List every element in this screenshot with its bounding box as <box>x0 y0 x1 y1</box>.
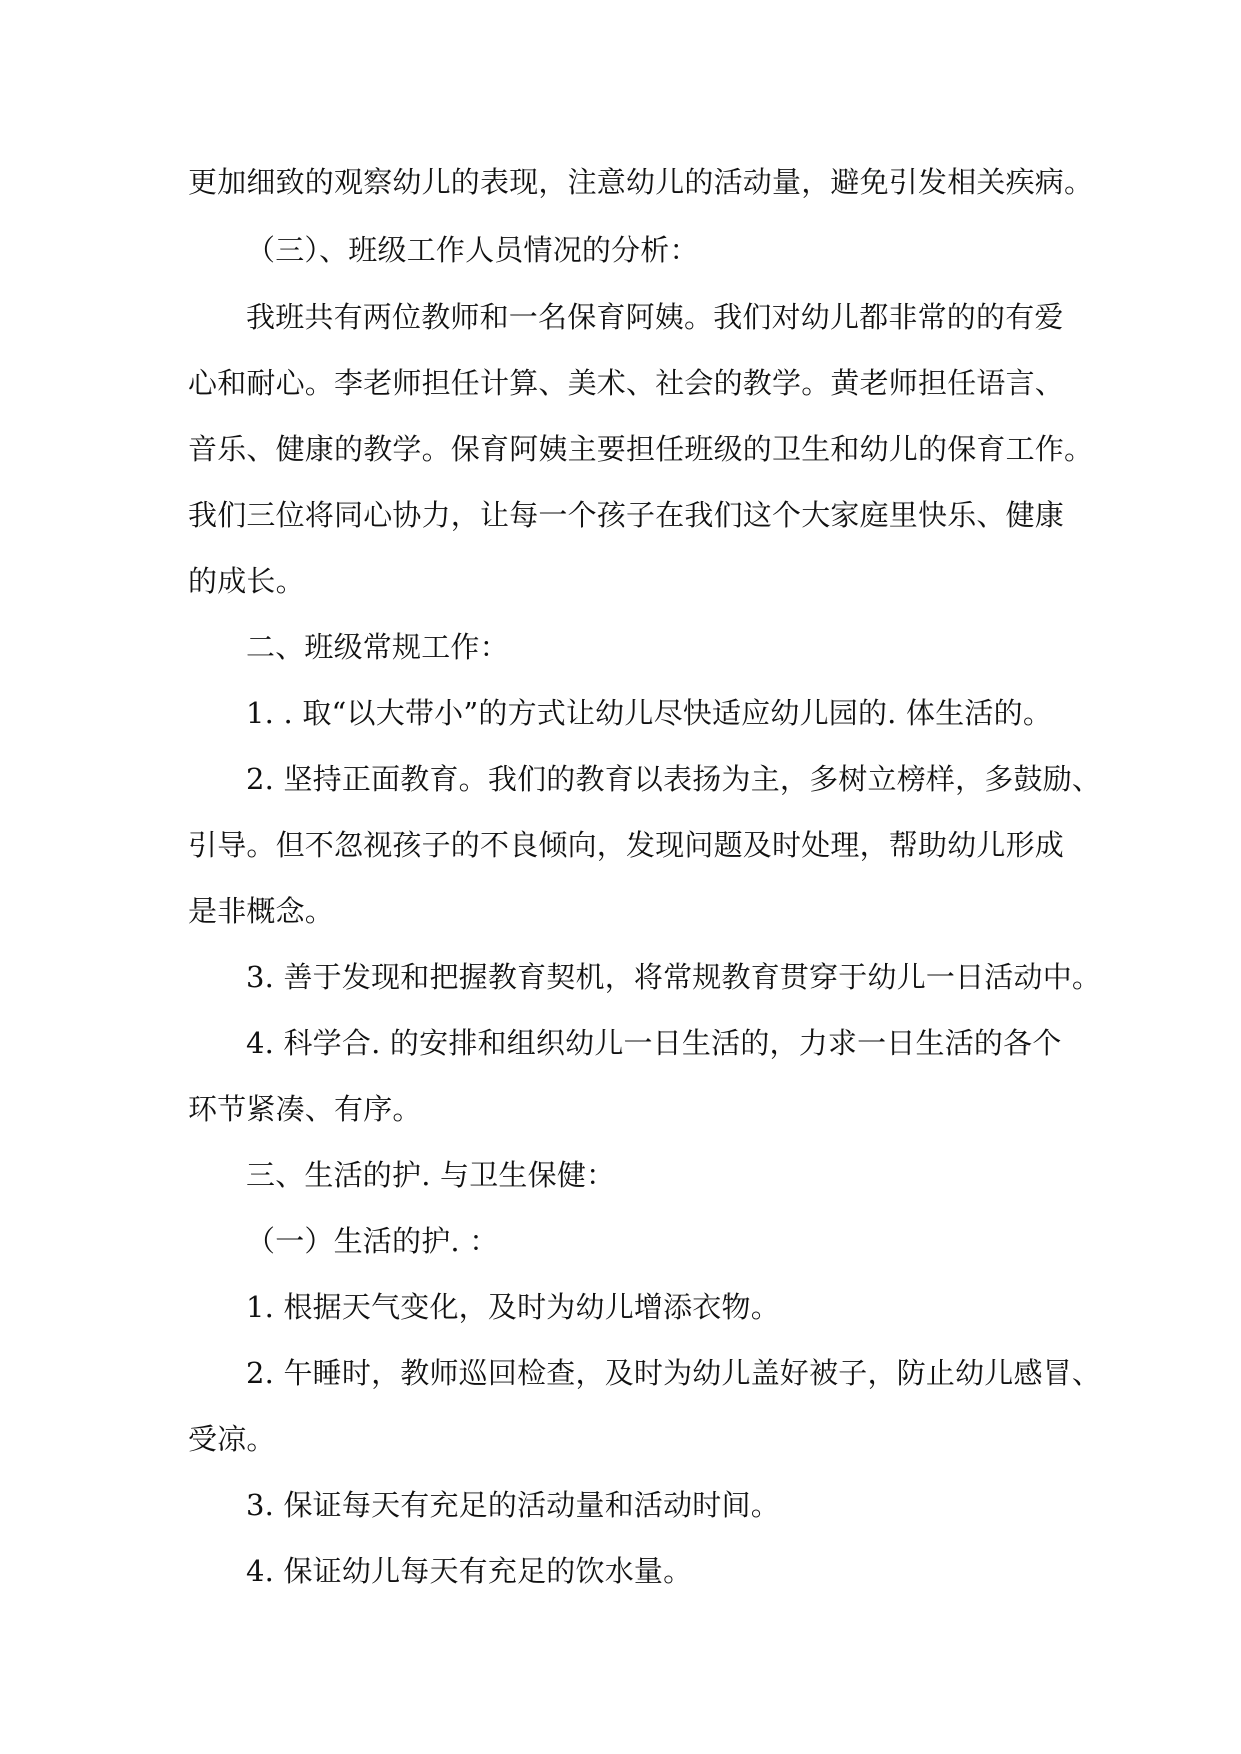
list-item: 2. 午睡时，教师巡回检查，及时为幼儿盖好被子，防止幼儿感冒、 <box>246 1356 1102 1390</box>
section-heading: （三）、班级工作人员情况的分析： <box>246 233 699 267</box>
list-item: 4. 保证幼儿每天有充足的饮水量。 <box>246 1554 693 1588</box>
text-line: 音乐、健康的教学。保育阿姨主要担任班级的卫生和幼儿的保育工作。 <box>188 432 1094 466</box>
text-line: 的成长。 <box>188 564 305 598</box>
list-item: 4. 科学合. 的安排和组织幼儿一日生活的，力求一日生活的各个 <box>246 1026 1062 1060</box>
text-line: 受凉。 <box>188 1422 276 1456</box>
list-item: 1. 根据天气变化，及时为幼儿增添衣物。 <box>246 1290 780 1324</box>
text-line: 环节紧凑、有序。 <box>188 1092 422 1126</box>
subsection-heading: （一）生活的护. ： <box>246 1224 499 1258</box>
list-item: 2. 坚持正面教育。我们的教育以表扬为主，多树立榜样，多鼓励、 <box>246 762 1102 796</box>
text-line: 我班共有两位教师和一名保育阿姨。我们对幼儿都非常的的有爱 <box>246 300 1064 334</box>
text-line: 我们三位将同心协力，让每一个孩子在我们这个大家庭里快乐、健康 <box>188 498 1065 532</box>
section-heading: 三、生活的护. 与卫生保健： <box>246 1158 616 1192</box>
list-item: 3. 善于发现和把握教育契机，将常规教育贯穿于幼儿一日活动中。 <box>246 960 1102 994</box>
section-heading: 二、班级常规工作： <box>246 630 509 664</box>
text-line: 是非概念。 <box>188 894 335 928</box>
text-line: 更加细致的观察幼儿的表现，注意幼儿的活动量，避免引发相关疾病。 <box>188 165 1094 199</box>
text-line: 引导。但不忽视孩子的不良倾向，发现问题及时处理，帮助幼儿形成 <box>188 828 1065 862</box>
list-item: 3. 保证每天有充足的活动量和活动时间。 <box>246 1488 780 1522</box>
text-line: 心和耐心。李老师担任计算、美术、社会的教学。黄老师担任语言、 <box>188 366 1065 400</box>
list-item: 1. . 取“以大带小”的方式让幼儿尽快适应幼儿园的. 体生活的。 <box>246 696 1053 730</box>
